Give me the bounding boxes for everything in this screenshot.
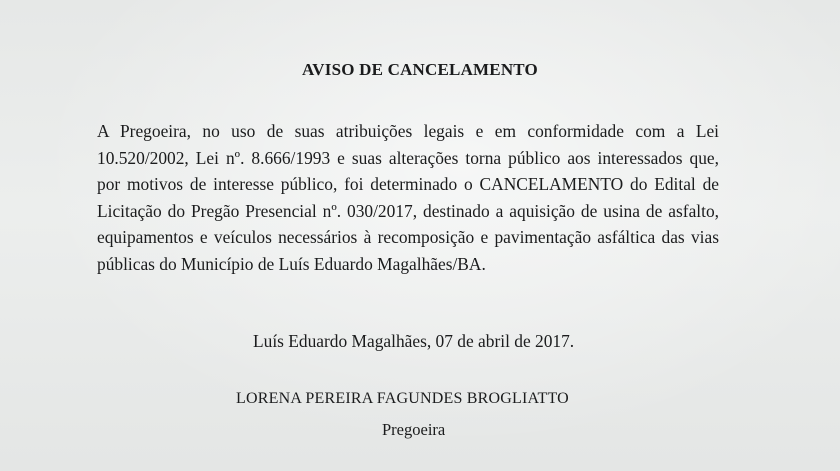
signer-role: Pregoeira bbox=[382, 420, 446, 439]
body-line: públicas do Município de Luís Eduardo Magalhães/BA. bbox=[97, 253, 486, 274]
body-line: por motivos de interesse público, foi determinado o CANCELAMENTO do Edital de bbox=[97, 174, 719, 195]
notice-title: AVISO DE CANCELAMENTO bbox=[302, 60, 538, 79]
body-line: Licitação do Pregão Presencial nº. 030/2017, destinado a aquisição de usina de asfalto, bbox=[97, 200, 719, 221]
place-date: Luís Eduardo Magalhães, 07 de abril de 2017. bbox=[253, 331, 575, 351]
body-line: 10.520/2002, Lei nº. 8.666/1993 e suas alterações torna público aos interessados que, bbox=[97, 147, 719, 168]
signer-name: LORENA PEREIRA FAGUNDES BROGLIATTO bbox=[236, 390, 569, 407]
notice-body bbox=[97, 118, 719, 278]
body-line: A Pregoeira, no uso de suas atribuições legais e em conformidade com a Lei bbox=[97, 121, 719, 141]
body-line: equipamentos e veículos necessários à recomposição e pavimentação asfáltica das vias bbox=[97, 227, 719, 248]
